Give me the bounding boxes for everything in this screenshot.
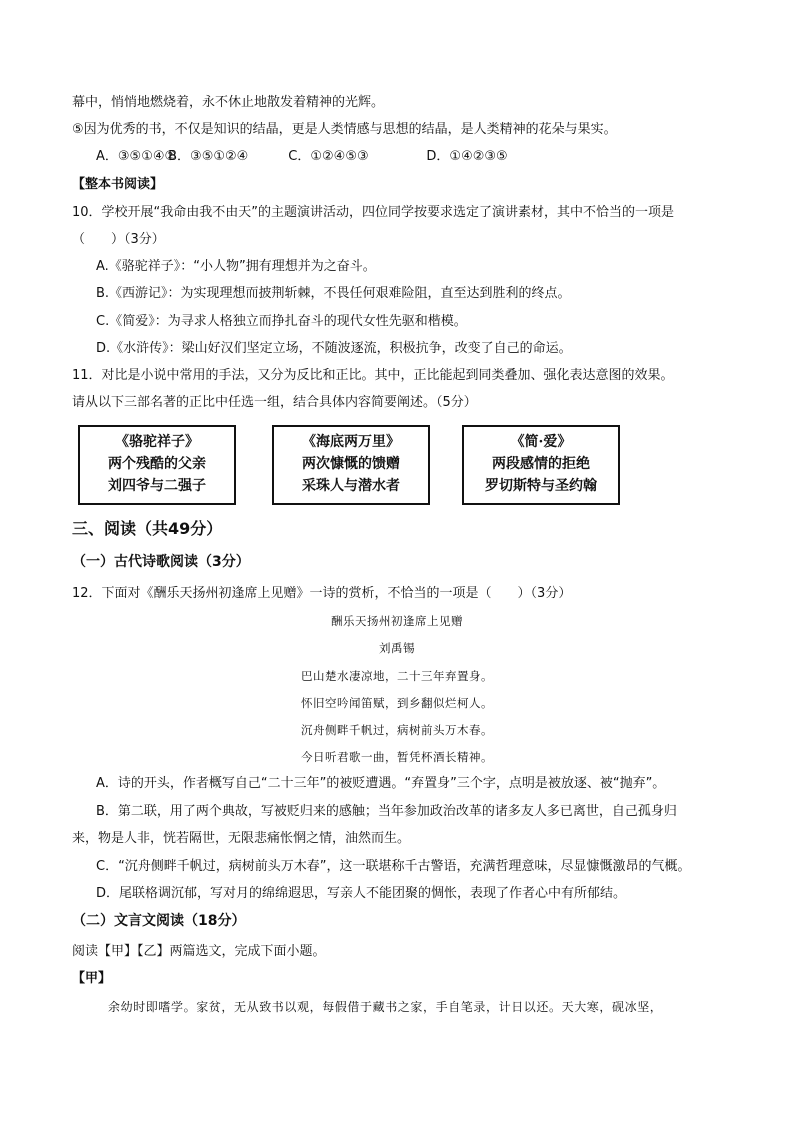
poem-line: 沉舟侧畔千帆过，病树前头万木春。 (301, 723, 493, 737)
box-line: 两次慷慨的馈赠 (302, 456, 400, 472)
section-3-heading: 三、阅读（共49分） (72, 519, 223, 538)
question-11-stem-cont: 请从以下三部名著的正比中任选一组，结合具体内容简要阐述。（5分） (72, 395, 477, 410)
question-12-stem: 12．下面对《酬乐天扬州初逢席上见赠》一诗的赏析，不恰当的一项是（ ）（3分） (72, 586, 572, 601)
reading-instruction: 阅读【甲】【乙】两篇选文，完成下面小题。 (72, 944, 326, 959)
q10-option-c: C.《简爱》：为寻求人格独立而挣扎奋斗的现代女性先驱和楷模。 (96, 314, 467, 329)
q12-option-a: A．诗的开头，作者概写自己“二十三年”的被贬遭遇。“弃置身”三个字，点明是被放逐、被“抛弃”。 (96, 776, 666, 791)
box-title: 《骆驼祥子》 (115, 434, 199, 450)
subsection-heading: （一）古代诗歌阅读（3分） (72, 554, 250, 570)
section-heading: 【整本书阅读】 (72, 177, 164, 192)
passage-label: 【甲】 (72, 971, 112, 986)
paragraph-line: 幕中，悄悄地燃烧着，永不休止地散发着精神的光辉。 (72, 95, 385, 110)
option-d: D．①④②③⑤ (426, 149, 508, 164)
question-10-score: （ ）（3分） (72, 232, 165, 247)
box-title: 《简·爱》 (510, 434, 572, 450)
q12-option-c: C．“沉舟侧畔千帆过，病树前头万木春”，这一联堪称千古警语，充满哲理意味，尽显慷慨激昂的气概。 (96, 859, 691, 874)
subsection-heading: （二）文言文阅读（18分） (72, 913, 246, 929)
question-11-stem: 11．对比是小说中常用的手法，又分为反比和正比。其中，正比能起到同类叠加、强化表达意图的效果。 (72, 368, 674, 383)
q12-option-b: B．第二联，用了两个典故，写被贬归来的感触；当年参加政治改革的诸多友人多已离世，自己孤身归 (96, 804, 677, 819)
poem-line: 今日听君歌一曲，暂凭杯酒长精神。 (301, 750, 493, 764)
q12-option-b-cont: 来，物是人非，恍若隔世，无限悲痛怅惘之情，油然而生。 (72, 831, 411, 846)
poem-line: 巴山楚水凄凉地，二十三年弃置身。 (301, 669, 493, 683)
q10-option-d: D.《水浒传》：梁山好汉们坚定立场，不随波逐流，积极抗争，改变了自己的命运。 (96, 341, 572, 356)
box-line: 两段感情的拒绝 (492, 456, 590, 472)
poem-author: 刘禹锡 (379, 641, 415, 655)
book-box-1 (78, 425, 236, 505)
book-box-3 (462, 425, 620, 505)
book-box-2 (272, 425, 430, 505)
box-line: 采珠人与潜水者 (302, 478, 400, 494)
q10-option-b: B.《西游记》：为实现理想而披荆斩棘，不畏任何艰难险阻，直至达到胜利的终点。 (96, 286, 571, 301)
option-c: C．①②④⑤③ (288, 149, 369, 164)
box-line: 刘四爷与二强子 (108, 478, 206, 494)
passage-line: 余幼时即嗜学。家贫，无从致书以观，每假借于藏书之家，手自笔录，计日以还。天大寒，砚冰坚， (108, 1000, 663, 1014)
box-line: 两个残酷的父亲 (108, 456, 206, 472)
box-title: 《海底两万里》 (302, 434, 400, 450)
poem-title: 酬乐天扬州初逢席上见赠 (331, 614, 463, 628)
paragraph-line: ⑤因为优秀的书，不仅是知识的结晶，更是人类情感与思想的结晶，是人类精神的花朵与果实。 (72, 122, 617, 137)
q10-option-a: A.《骆驼祥子》：“小人物”拥有理想并为之奋斗。 (96, 259, 376, 274)
box-line: 罗切斯特与圣约翰 (485, 478, 597, 494)
poem-line: 怀旧空吟闻笛赋，到乡翻似烂柯人。 (301, 696, 493, 710)
option-a: A．③⑤①④② (96, 149, 177, 164)
q12-option-d: D．尾联格调沉郁，写对月的绵绵遐思，写亲人不能团聚的惆怅，表现了作者心中有所郁结。 (96, 886, 627, 901)
option-b: B．③⑤①②④ (168, 149, 249, 164)
q9-options (96, 148, 508, 166)
question-10-stem: 10．学校开展“我命由我不由天”的主题演讲活动，四位同学按要求选定了演讲素材，其中不恰当的一项是 (72, 205, 675, 220)
